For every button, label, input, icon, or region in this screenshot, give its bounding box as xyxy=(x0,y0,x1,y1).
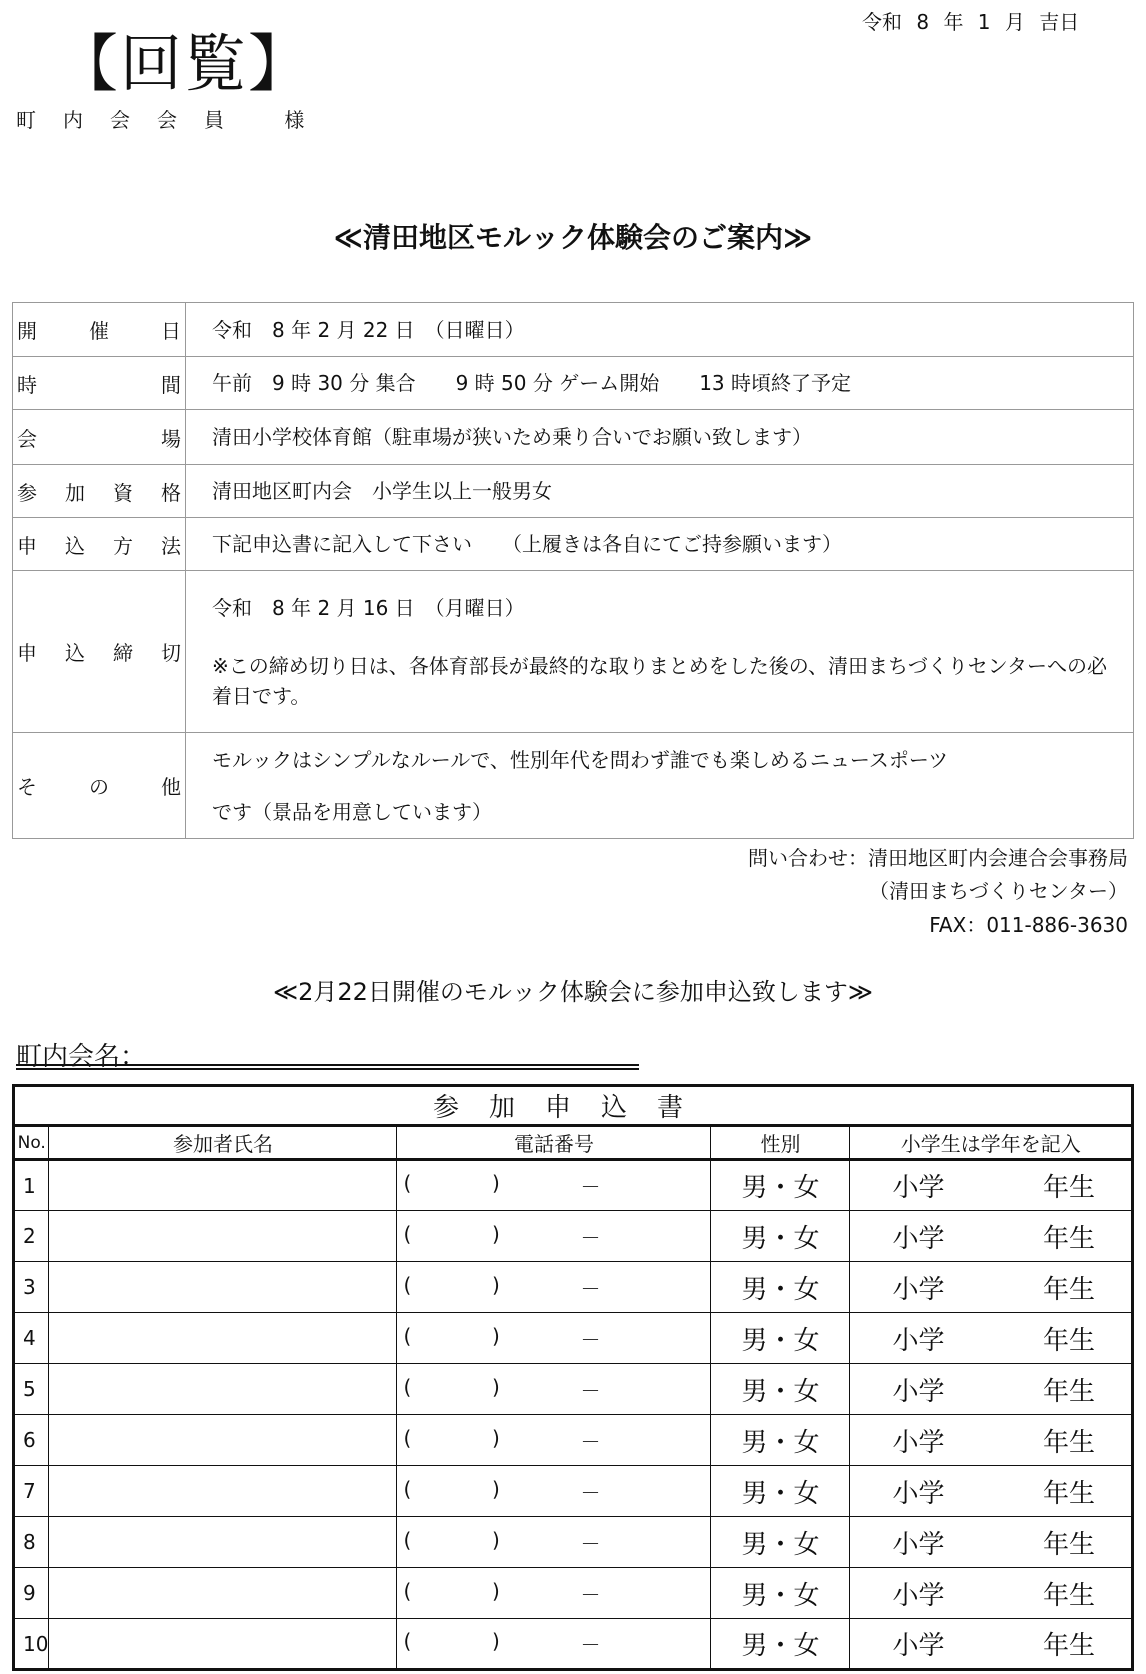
label-char: 締 xyxy=(113,641,133,665)
phone-field[interactable] xyxy=(397,1517,711,1568)
info-line: ※この締め切り日は、各体育部長が最終的な取りまとめをした後の、清田まちづくりセンターへの必着日です。 xyxy=(212,653,1107,708)
label-char: 日 xyxy=(161,319,181,343)
tel-dash: － xyxy=(580,1429,601,1454)
grade-prefix: 小学 xyxy=(892,1376,945,1407)
grade-field[interactable] xyxy=(850,1160,1133,1211)
info-value xyxy=(186,571,1134,733)
tel-dash: － xyxy=(580,1480,601,1505)
label-char: 方 xyxy=(113,533,133,558)
grade-prefix: 小学 xyxy=(892,1478,945,1509)
tel-open: ( xyxy=(403,1425,412,1450)
tel-open: ( xyxy=(403,1272,412,1297)
info-row xyxy=(13,303,1134,357)
form-row xyxy=(14,1568,1133,1619)
info-row xyxy=(13,518,1134,571)
label-char: 会 xyxy=(17,426,37,451)
tel-dash: － xyxy=(580,1276,601,1301)
info-row xyxy=(13,571,1134,733)
tel-close: ) xyxy=(491,1374,500,1399)
label-char: 場 xyxy=(161,426,181,451)
info-label xyxy=(13,571,186,733)
grade-suffix: 年生 xyxy=(1042,1631,1095,1661)
grade-field[interactable] xyxy=(850,1364,1133,1415)
grade-prefix: 小学 xyxy=(892,1223,945,1254)
form-title: 参加申込書 xyxy=(14,1086,1133,1126)
info-label xyxy=(13,465,186,518)
label-char: 込 xyxy=(65,641,85,665)
info-row xyxy=(13,357,1134,410)
gender-choice[interactable]: 男・女 xyxy=(711,1160,850,1211)
row-number: 4 xyxy=(14,1313,49,1364)
info-line: 令和 8 年 2 月 16 日 （月曜日） xyxy=(212,595,525,620)
participant-name-field[interactable] xyxy=(49,1364,397,1415)
label-char: 開 xyxy=(17,319,37,343)
tel-close: ) xyxy=(491,1425,500,1450)
header-no: No. xyxy=(14,1126,49,1160)
tel-close: ) xyxy=(491,1527,500,1552)
label-char: 申 xyxy=(17,533,37,558)
info-line: です（景品を用意しています） xyxy=(212,799,492,824)
tel-dash: － xyxy=(580,1633,601,1657)
grade-prefix: 小学 xyxy=(892,1325,945,1356)
participant-name-field[interactable] xyxy=(49,1211,397,1262)
info-value xyxy=(186,410,1134,465)
participant-name-field[interactable] xyxy=(49,1466,397,1517)
form-row xyxy=(14,1262,1133,1313)
form-row xyxy=(14,1364,1133,1415)
label-char: 加 xyxy=(65,480,85,505)
label-char: 申 xyxy=(17,641,37,665)
phone-field[interactable] xyxy=(397,1262,711,1313)
row-number: 10 xyxy=(14,1619,49,1670)
info-row xyxy=(13,733,1134,839)
grade-field[interactable] xyxy=(850,1415,1133,1466)
tel-open: ( xyxy=(403,1578,412,1603)
phone-field[interactable] xyxy=(397,1364,711,1415)
grade-field[interactable] xyxy=(850,1211,1133,1262)
gender-choice[interactable]: 男・女 xyxy=(711,1262,850,1313)
info-line: モルックはシンプルなルールで、性別年代を問わず誰でも楽しめるニュースポーツ xyxy=(212,747,949,772)
info-value xyxy=(186,357,1134,410)
application-heading: ≪2月22日開催のモルック体験会に参加申込致します≫ xyxy=(272,978,874,1006)
label-char: 資 xyxy=(113,480,133,505)
participant-name-field[interactable] xyxy=(49,1313,397,1364)
label-char: 込 xyxy=(65,533,85,558)
form-row xyxy=(14,1517,1133,1568)
document-heading: ≪清田地区モルック体験会のご案内≫ xyxy=(333,221,813,254)
tel-dash: － xyxy=(580,1582,601,1607)
tel-open: ( xyxy=(403,1171,412,1195)
label-char: そ xyxy=(17,775,37,799)
info-value xyxy=(186,303,1134,357)
form-row xyxy=(14,1415,1133,1466)
gender-choice[interactable]: 男・女 xyxy=(711,1568,850,1619)
grade-prefix: 小学 xyxy=(892,1631,945,1661)
grade-field[interactable] xyxy=(850,1619,1133,1670)
info-row xyxy=(13,465,1134,518)
inquiry-center: （清田まちづくりセンター） xyxy=(869,879,1128,903)
phone-field[interactable] xyxy=(397,1466,711,1517)
tel-dash: － xyxy=(580,1531,601,1556)
info-row xyxy=(13,410,1134,465)
grade-field[interactable] xyxy=(850,1313,1133,1364)
tel-close: ) xyxy=(491,1476,500,1501)
row-number: 1 xyxy=(14,1160,49,1211)
grade-suffix: 年生 xyxy=(1042,1529,1095,1560)
info-label xyxy=(13,733,186,839)
info-label xyxy=(13,357,186,410)
circular-title: 【回覧】 xyxy=(56,27,313,100)
grade-suffix: 年生 xyxy=(1042,1376,1095,1407)
event-info-table xyxy=(12,302,1134,839)
tel-open: ( xyxy=(403,1374,412,1399)
row-number: 5 xyxy=(14,1364,49,1415)
phone-field[interactable] xyxy=(397,1211,711,1262)
grade-field[interactable] xyxy=(850,1517,1133,1568)
label-char: 時 xyxy=(17,372,37,397)
grade-suffix: 年生 xyxy=(1042,1173,1095,1203)
form-row xyxy=(14,1466,1133,1517)
phone-field[interactable] xyxy=(397,1568,711,1619)
info-label xyxy=(13,410,186,465)
inquiry-contact: 問い合わせ：清田地区町内会連合会事務局 xyxy=(748,846,1128,870)
label-char: 他 xyxy=(161,775,181,799)
form-row xyxy=(14,1619,1133,1670)
grade-prefix: 小学 xyxy=(892,1427,945,1458)
info-line: 令和 8 年 2 月 22 日 （日曜日） xyxy=(212,317,525,342)
row-number: 7 xyxy=(14,1466,49,1517)
tel-close: ) xyxy=(491,1221,500,1246)
tel-open: ( xyxy=(403,1629,412,1653)
info-value xyxy=(186,465,1134,518)
gender-choice[interactable]: 男・女 xyxy=(711,1517,850,1568)
label-char: の xyxy=(89,775,109,799)
phone-field[interactable] xyxy=(397,1619,711,1670)
tel-dash: － xyxy=(580,1175,601,1199)
info-line: 午前 9 時 30 分 集合 9 時 50 分 ゲーム開始 13 時頃終了予定 xyxy=(212,371,852,395)
info-value xyxy=(186,518,1134,571)
grade-field[interactable] xyxy=(850,1466,1133,1517)
participant-name-field[interactable] xyxy=(49,1262,397,1313)
header-gender: 性別 xyxy=(711,1126,850,1160)
application-form-table xyxy=(12,1084,1134,1671)
info-label xyxy=(13,303,186,357)
info-value xyxy=(186,733,1134,839)
participant-name-field[interactable] xyxy=(49,1619,397,1670)
form-row xyxy=(14,1211,1133,1262)
header-grade: 小学生は学年を記入 xyxy=(850,1126,1133,1160)
grade-suffix: 年生 xyxy=(1042,1580,1095,1611)
chounai-name-label: 町内会名： xyxy=(16,1042,147,1072)
participant-name-field[interactable] xyxy=(49,1160,397,1211)
grade-prefix: 小学 xyxy=(892,1173,945,1203)
participant-name-field[interactable] xyxy=(49,1517,397,1568)
tel-close: ) xyxy=(491,1578,500,1603)
phone-field[interactable] xyxy=(397,1160,711,1211)
row-number: 2 xyxy=(14,1211,49,1262)
tel-open: ( xyxy=(403,1221,412,1246)
tel-close: ) xyxy=(491,1171,500,1195)
gender-choice[interactable]: 男・女 xyxy=(711,1313,850,1364)
tel-close: ) xyxy=(491,1272,500,1297)
chounai-name-field[interactable] xyxy=(16,1064,639,1070)
grade-field[interactable] xyxy=(850,1262,1133,1313)
grade-suffix: 年生 xyxy=(1042,1478,1095,1509)
header-phone: 電話番号 xyxy=(397,1126,711,1160)
tel-close: ) xyxy=(491,1323,500,1348)
phone-field[interactable] xyxy=(397,1415,711,1466)
row-number: 3 xyxy=(14,1262,49,1313)
row-number: 8 xyxy=(14,1517,49,1568)
grade-suffix: 年生 xyxy=(1042,1223,1095,1254)
label-char: 催 xyxy=(89,319,109,343)
info-line: 下記申込書に記入して下さい （上履きは各自にてご持参願います） xyxy=(212,532,842,556)
gender-choice[interactable]: 男・女 xyxy=(711,1211,850,1262)
participant-name-field[interactable] xyxy=(49,1568,397,1619)
label-char: 参 xyxy=(17,480,37,505)
label-char: 間 xyxy=(161,372,181,397)
form-row xyxy=(14,1160,1133,1211)
form-row xyxy=(14,1313,1133,1364)
phone-field[interactable] xyxy=(397,1313,711,1364)
header-name: 参加者氏名 xyxy=(49,1126,397,1160)
tel-open: ( xyxy=(403,1476,412,1501)
grade-suffix: 年生 xyxy=(1042,1274,1095,1305)
tel-open: ( xyxy=(403,1323,412,1348)
grade-prefix: 小学 xyxy=(892,1274,945,1305)
row-number: 6 xyxy=(14,1415,49,1466)
grade-field[interactable] xyxy=(850,1568,1133,1619)
inquiry-fax: FAX：011-886-3630 xyxy=(929,913,1128,937)
gender-choice[interactable]: 男・女 xyxy=(711,1364,850,1415)
label-char: 格 xyxy=(161,480,181,505)
gender-choice[interactable]: 男・女 xyxy=(711,1415,850,1466)
grade-suffix: 年生 xyxy=(1042,1427,1095,1458)
addressee: 町内会会員 様 xyxy=(16,108,332,132)
grade-prefix: 小学 xyxy=(892,1580,945,1611)
grade-prefix: 小学 xyxy=(892,1529,945,1560)
tel-dash: － xyxy=(580,1378,601,1403)
label-char: 切 xyxy=(161,641,181,665)
gender-choice[interactable]: 男・女 xyxy=(711,1466,850,1517)
gender-choice[interactable]: 男・女 xyxy=(711,1619,850,1670)
label-char: 法 xyxy=(161,533,181,558)
tel-dash: － xyxy=(580,1327,601,1352)
issue-date: 令和 8 年 1 月 吉日 xyxy=(862,10,1080,34)
tel-close: ) xyxy=(491,1629,500,1653)
info-line: 清田小学校体育館（駐車場が狭いため乗り合いでお願い致します） xyxy=(212,425,812,449)
info-label xyxy=(13,518,186,571)
info-line: 清田地区町内会 小学生以上一般男女 xyxy=(212,479,552,503)
row-number: 9 xyxy=(14,1568,49,1619)
participant-name-field[interactable] xyxy=(49,1415,397,1466)
tel-dash: － xyxy=(580,1225,601,1250)
grade-suffix: 年生 xyxy=(1042,1325,1095,1356)
tel-open: ( xyxy=(403,1527,412,1552)
